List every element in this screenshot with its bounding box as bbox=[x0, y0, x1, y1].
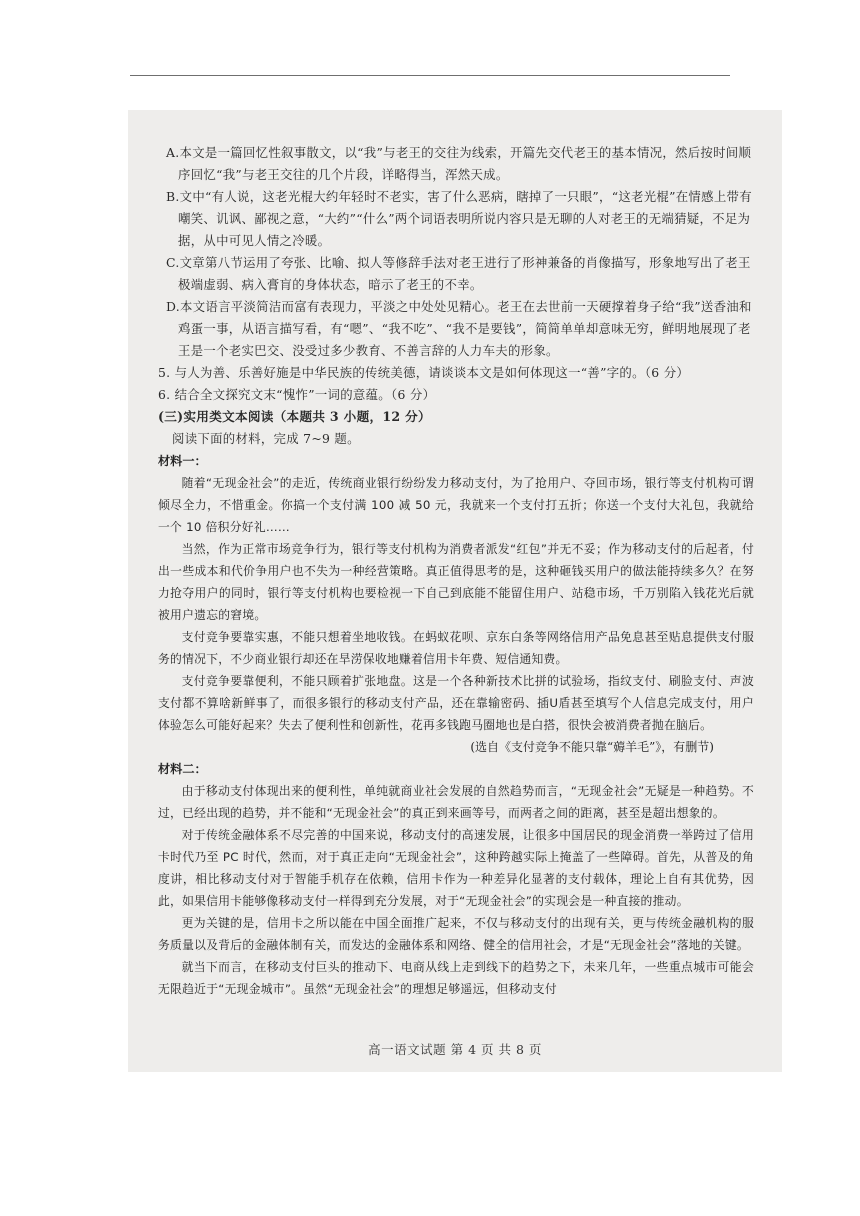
question-5: 5. 与人为善、乐善好施是中华民族的传统美德，请谈谈本文是如何体现这一“善”字的。（6 分） bbox=[158, 365, 690, 380]
option-b: B.文中“有人说，这老光棍大约年轻时不老实，害了什么恶病，瞎掉了一只眼”，“这老光棍”在情感上带有嘲笑、讥讽、鄙视之意，“大约”“什么”两个词语表明所说内容只是无聊的人对老王的无端猜疑，不足为据，从中可见人情之冷暖。 bbox=[166, 189, 752, 248]
scanned-exam-page bbox=[128, 110, 782, 1072]
option-a: A.本文是一篇回忆性叙事散文，以“我”与老王的交往为线索，开篇先交代老王的基本情况，然后按时间顺序回忆“我”与老王交往的几个片段，详略得当，浑然天成。 bbox=[166, 145, 752, 182]
top-divider-line bbox=[130, 75, 730, 76]
material-2-title: 材料二： bbox=[158, 762, 207, 776]
option-d: D.本文语言平淡简洁而富有表现力，平淡之中处处见精心。老王在去世前一天硬撑着身子给“我”送香油和鸡蛋一事，从语言描写看，有“嗯”、“我不吃”、“我不是要钱”，简简单单却意味无穷，鲜明地展现了老王是一个老实巴交、没受过多少教育、不善言辞的人力车夫的形象。 bbox=[166, 299, 752, 358]
material-1-paragraph: 随着“无现金社会”的走近，传统商业银行纷纷发力移动支付，为了抢用户、夺回市场，银行等支付机构可谓倾尽全力，不惜重金。你搞一个支付满 100 减 50 元，我就来一个支付打五折；你送一个支付大礼包，我就给一个 10 倍积分好礼…… bbox=[158, 476, 754, 534]
material-2-paragraph: 由于移动支付体现出来的便利性，单纯就商业社会发展的自然趋势而言，“无现金社会”无疑是一种趋势。不过，已经出现的趋势，并不能和“无现金社会”的真正到来画等号，而两者之间的距离，甚至是超出想象的。 bbox=[158, 784, 754, 820]
option-c: C.文章第八节运用了夸张、比喻、拟人等修辞手法对老王进行了形神兼备的肖像描写，形象地写出了老王极端虚弱、病入膏肓的身体状态，暗示了老王的不幸。 bbox=[166, 255, 751, 292]
material-1-paragraph: 当然，作为正常市场竞争行为，银行等支付机构为消费者派发“红包”并无不妥；作为移动支付的后起者，付出一些成本和代价争用户也不失为一种经营策略。真正值得思考的是，这种砸钱买用户的做法能持续多久？在努力抢夺用户的同时，银行等支付机构也要检视一下自己到底能不能留住用户、站稳市场，千万别陷入钱花光后就被用户遗忘的窘境。 bbox=[158, 542, 754, 622]
material-1-paragraph: 支付竞争要靠便利，不能只顾着扩张地盘。这是一个各种新技术比拼的试验场，指纹支付、刷脸支付、声波支付都不算啥新鲜事了，而很多银行的移动支付产品，还在靠输密码、插U盾甚至填写个人信息完成支付，用户体验怎么可能好起来？失去了便利性和创新性，花再多钱跑马圈地也是白搭，很快会被消费者抛在脑后。 bbox=[158, 674, 754, 732]
material-1-source: (选自《支付竞争不能只靠“薅羊毛”》，有删节) bbox=[470, 740, 714, 754]
material-2-paragraph: 就当下而言，在移动支付巨头的推动下、电商从线上走到线下的趋势之下，未来几年，一些重点城市可能会无限趋近于“无现金城市”。虽然“无现金社会”的理想足够遥远，但移动支付 bbox=[158, 960, 754, 996]
material-1-title: 材料一： bbox=[158, 454, 207, 468]
material-2-paragraph: 对于传统金融体系不尽完善的中国来说，移动支付的高速发展，让很多中国居民的现金消费一举跨过了信用卡时代乃至 PC 时代，然而，对于真正走向“无现金社会”，这种跨越实际上掩盖了一些障碍。首先，从普及的角度讲，相比移动支付对于智能手机存在依赖，信用卡作为一种差异化显著的支付载体，理论上自有其优势，因此，如果信用卡能够像移动支付一样得到充分发展，对于“无现金社会”的实现会是一种直接的推动。 bbox=[158, 828, 754, 908]
material-2-paragraph: 更为关键的是，信用卡之所以能在中国全面推广起来，不仅与移动支付的出现有关，更与传统金融机构的服务质量以及背后的金融体制有关，而发达的金融体系和网络、健全的信用社会，才是“无现金社会”落地的关键。 bbox=[158, 916, 754, 952]
material-1-paragraph: 支付竞争要靠实惠，不能只想着坐地收钱。在蚂蚁花呗、京东白条等网络信用产品免息甚至贴息提供支付服务的情况下，不少商业银行却还在旱涝保收地赚着信用卡年费、短信通知费。 bbox=[158, 630, 754, 666]
question-6: 6. 结合全文探究文末“愧怍”一词的意蕴。（6 分） bbox=[158, 387, 436, 402]
section-instruction: 阅读下面的材料，完成 7~9 题。 bbox=[172, 431, 360, 446]
page-footer: 高一语文试题 第 4 页 共 8 页 bbox=[368, 1042, 542, 1057]
section-title: (三)实用类文本阅读（本题共 3 小题，12 分） bbox=[158, 409, 431, 424]
